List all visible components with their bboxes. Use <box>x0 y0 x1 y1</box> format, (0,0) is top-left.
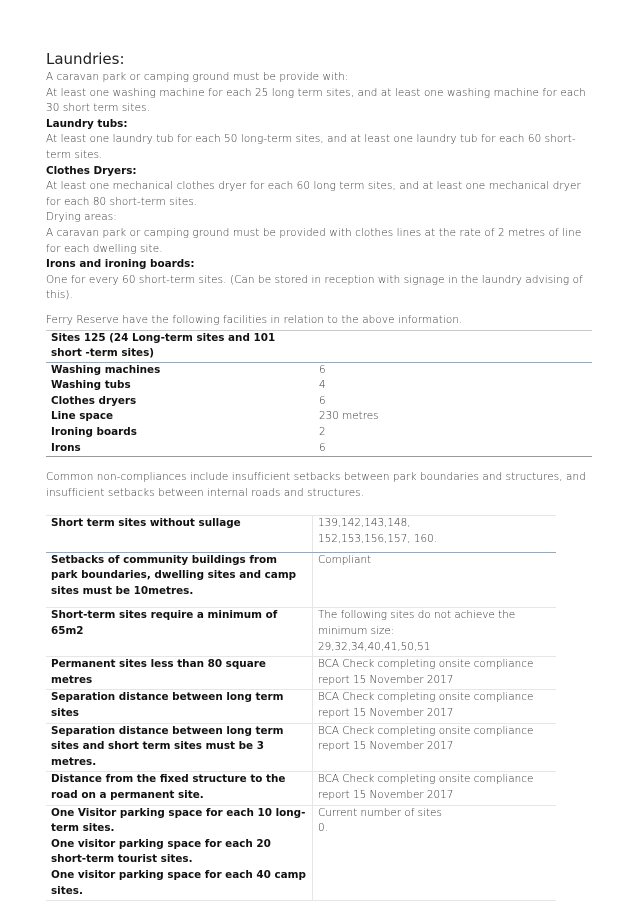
clothes-dryers-title: Clothes Dryers: <box>46 164 137 177</box>
facility-label: Ironing boards <box>51 426 137 439</box>
table-row <box>46 772 556 805</box>
parking-label-long-term: One Visitor parking space for each 10 long-term sites. <box>51 806 306 835</box>
table-row <box>46 657 556 690</box>
table-row <box>46 552 556 608</box>
parking-requirements <box>46 805 313 901</box>
table-row <box>46 425 592 441</box>
compliance-label: Setbacks of community buildings from park boundaries, dwelling sites and camp sites must be 10metres. <box>46 552 313 608</box>
facilities-intro: Ferry Reserve have the following facilities in relation to the above information. <box>46 313 463 326</box>
table-row <box>46 378 592 394</box>
facilities-table <box>46 330 592 458</box>
compliance-label: Short-term sites require a minimum of 65m2 <box>46 608 313 657</box>
irons-title: Irons and ironing boards: <box>46 258 195 271</box>
parking-label-short-term: One visitor parking space for each 20 short-term tourist sites. <box>51 837 271 866</box>
facility-label: Clothes dryers <box>51 394 137 407</box>
facility-value: 6 <box>319 363 326 376</box>
compliance-value: 139,142,143,148, 152,153,156,157, 160. <box>313 516 557 552</box>
drying-areas-title: Drying areas: <box>46 211 117 224</box>
table-row <box>46 516 556 552</box>
parking-value-title: Current number of sites <box>318 806 442 819</box>
laundry-tubs-title: Laundry tubs: <box>46 117 128 130</box>
facility-value: 2 <box>319 426 326 439</box>
drying-areas-requirement: A caravan park or camping ground must be provided with clothes lines at the rate of 2 metres of line for each dwelling site. <box>46 226 582 255</box>
compliance-value: BCA Check completing onsite compliance report 15 November 2017 <box>313 772 557 805</box>
noncompliance-text: Common non-compliances include insufficient setbacks between park boundaries and structures, and insufficient setbacks between internal roads and structures. <box>46 471 586 499</box>
laundry-tubs-requirement: At least one laundry tub for each 50 long-term sites, and at least one laundry tub for each 60 short-term sites. <box>46 133 576 161</box>
compliance-value: BCA Check completing onsite compliance report 15 November 2017 <box>313 657 557 690</box>
compliance-label: Short term sites without sullage <box>46 516 313 552</box>
compliance-value: BCA Check completing onsite compliance report 15 November 2017 <box>313 723 557 772</box>
table-row <box>46 409 592 425</box>
laundries-heading: Laundries: <box>46 50 125 68</box>
facilities-header-row <box>46 330 592 362</box>
table-row <box>46 805 556 901</box>
facility-value: 4 <box>319 379 326 392</box>
table-row <box>46 723 556 772</box>
facility-value: 230 metres <box>319 410 379 423</box>
compliance-value: BCA Check completing onsite compliance report 15 November 2017 <box>313 690 557 723</box>
clothes-dryers-requirement: At least one mechanical clothes dryer for each 60 long term sites, and at least one mechanical dryer for each 80 short-term sites. <box>46 180 581 208</box>
intro-text: A caravan park or camping ground must be provide with: <box>46 71 349 83</box>
facility-label: Washing tubs <box>51 379 131 392</box>
facility-value: 6 <box>319 394 326 407</box>
table-row <box>46 441 592 457</box>
compliance-label: Distance from the fixed structure to the road on a permanent site. <box>46 772 313 805</box>
compliance-label: Separation distance between long term sites and short term sites must be 3 metres. <box>46 723 313 772</box>
parking-value-count: 0. <box>318 822 328 835</box>
compliance-label: Separation distance between long term sites <box>46 690 313 723</box>
facilities-header: Sites 125 (24 Long-term sites and 101 short -term sites) <box>46 330 314 362</box>
table-row <box>46 394 592 410</box>
washing-requirement: At least one washing machine for each 25 long term sites, and at least one washing machine for each 30 short term sites. <box>46 86 586 115</box>
table-row <box>46 608 556 657</box>
parking-value <box>313 805 557 901</box>
compliance-label: Permanent sites less than 80 square metres <box>46 657 313 690</box>
facility-label: Line space <box>51 410 114 423</box>
document-page <box>46 50 592 901</box>
table-row <box>46 362 592 378</box>
compliance-value: Compliant <box>313 552 557 608</box>
parking-label-camp: One visitor parking space for each 40 camp sites. <box>51 868 306 897</box>
facility-label: Irons <box>46 441 314 457</box>
compliance-table <box>46 515 556 901</box>
table-row <box>46 690 556 723</box>
irons-requirement: One for every 60 short-term sites. (Can be stored in reception with signage in the laundry advising of this). <box>46 273 583 302</box>
facility-label: Washing machines <box>51 363 161 376</box>
compliance-value: The following sites do not achieve the minimum size: 29,32,34,40,41,50,51 <box>313 608 557 657</box>
facility-value: 6 <box>314 441 592 457</box>
